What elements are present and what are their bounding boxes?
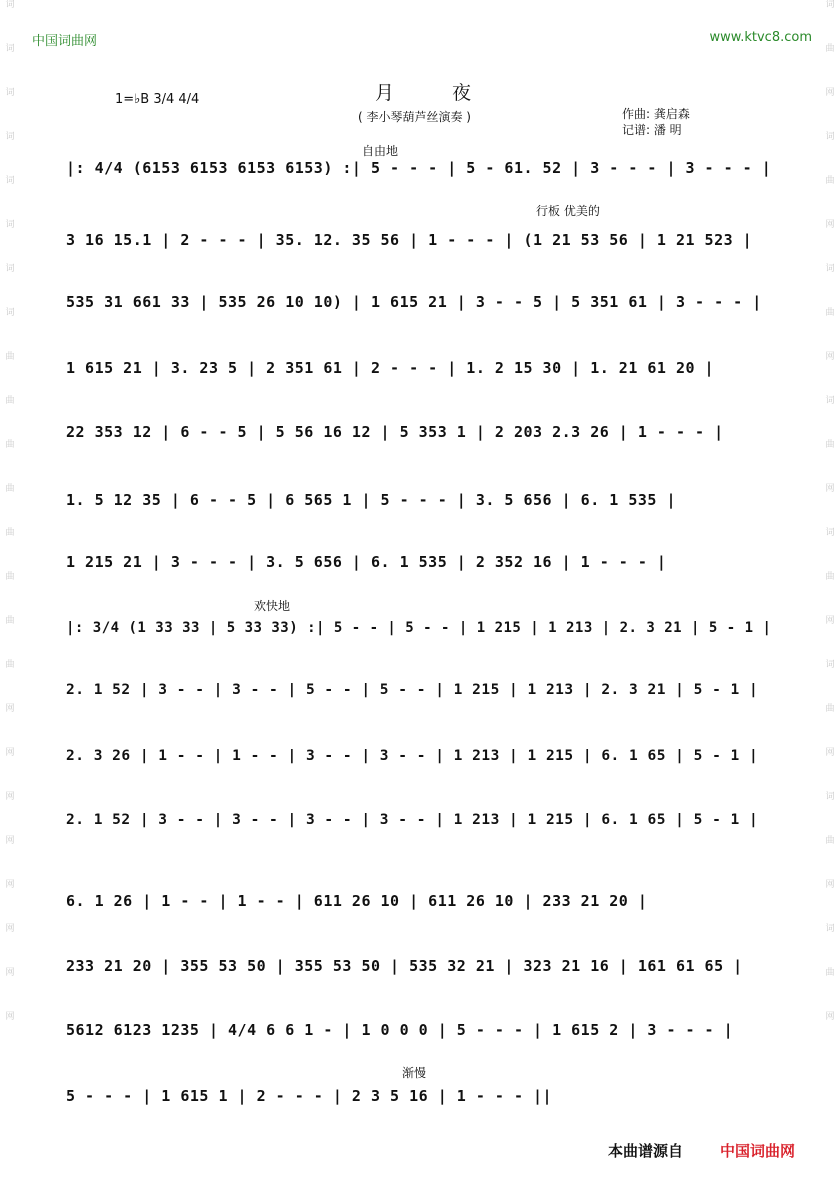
source-label: 本曲谱源自 <box>608 1142 684 1160</box>
score-line-10: 2. 3 26 | 1 - - | 1 - - | 3 - - | 3 - - | 1 213 | 1 215 | 6. 1 65 | 5 - 1 | <box>66 748 759 764</box>
score-line-8: |: 3/4 (1 33 33 | 5 33 33) :| 5 - - | 5 - - | 1 215 | 1 213 | 2. 3 21 | 5 - 1 | <box>66 620 772 636</box>
composer-credit: 作曲: 龚启森 <box>622 107 690 121</box>
tempo-mark-andante: 行板 优美的 <box>536 204 600 218</box>
site-url-right[interactable]: www.ktvc8.com <box>709 30 812 45</box>
score-line-5: 22 353 12 | 6 - - 5 | 5 56 16 12 | 5 353 1 | 2 203 2.3 26 | 1 - - - | <box>66 423 724 441</box>
source-site-link[interactable]: 中国词曲网 <box>720 1142 796 1160</box>
score-line-6: 1. 5 12 35 | 6 - - 5 | 6 565 1 | 5 - - - | 3. 5 656 | 6. 1 535 | <box>66 491 676 509</box>
performer-subtitle: ( 李小琴葫芦丝演奏 ) <box>358 110 471 124</box>
score-line-12: 6. 1 26 | 1 - - | 1 - - | 611 26 10 | 611 26 10 | 233 21 20 | <box>66 892 648 910</box>
score-line-1: |: 4/4 (6153 6153 6153 6153) :| 5 - - - | 5 - 61. 52 | 3 - - - | 3 - - - | <box>66 159 772 177</box>
score-line-15: 5 - - - | 1 615 1 | 2 - - - | 2 3 5 16 | 1 - - - || <box>66 1087 553 1105</box>
side-watermark-left: 词 词 词 词 词 词 词 词 曲 曲 曲 曲 曲 曲 曲 曲 网 网 网 网 网 网 网 网 <box>5 0 15 1022</box>
score-line-11: 2. 1 52 | 3 - - | 3 - - | 3 - - | 3 - - | 1 213 | 1 215 | 6. 1 65 | 5 - 1 | <box>66 812 759 828</box>
score-line-4: 1 615 21 | 3. 23 5 | 2 351 61 | 2 - - - | 1. 2 15 30 | 1. 21 61 20 | <box>66 359 715 377</box>
song-title: 月 夜 <box>375 82 498 104</box>
score-line-7: 1 215 21 | 3 - - - | 3. 5 656 | 6. 1 535 | 2 352 16 | 1 - - - | <box>66 553 667 571</box>
score-line-2: 3 16 15.1 | 2 - - - | 35. 12. 35 56 | 1 - - - | (1 21 53 56 | 1 21 523 | <box>66 231 753 249</box>
site-name-left[interactable]: 中国词曲网 <box>32 34 98 49</box>
score-line-13: 233 21 20 | 355 53 50 | 355 53 50 | 535 32 21 | 323 21 16 | 161 61 65 | <box>66 957 743 975</box>
key-signature: 1=♭B 3/4 4/4 <box>115 92 200 107</box>
score-line-14: 5612 6123 1235 | 4/4 6 6 1 - | 1 0 0 0 | 5 - - - | 1 615 2 | 3 - - - | <box>66 1021 734 1039</box>
score-line-9: 2. 1 52 | 3 - - | 3 - - | 5 - - | 5 - - | 1 215 | 1 213 | 2. 3 21 | 5 - 1 | <box>66 682 759 698</box>
transcriber-credit: 记谱: 潘 明 <box>622 123 682 137</box>
tempo-mark-free: 自由地 <box>362 144 399 158</box>
tempo-mark-cheerful: 欢快地 <box>254 599 291 613</box>
score-line-3: 535 31 661 33 | 535 26 10 10) | 1 615 21 | 3 - - 5 | 5 351 61 | 3 - - - | <box>66 293 762 311</box>
side-watermark-right: 词 曲 网 词 曲 网 词 曲 网 词 曲 网 词 曲 网 词 曲 网 词 曲 网 词 曲 网 <box>825 0 835 1022</box>
tempo-mark-ritardando: 渐慢 <box>402 1066 427 1080</box>
